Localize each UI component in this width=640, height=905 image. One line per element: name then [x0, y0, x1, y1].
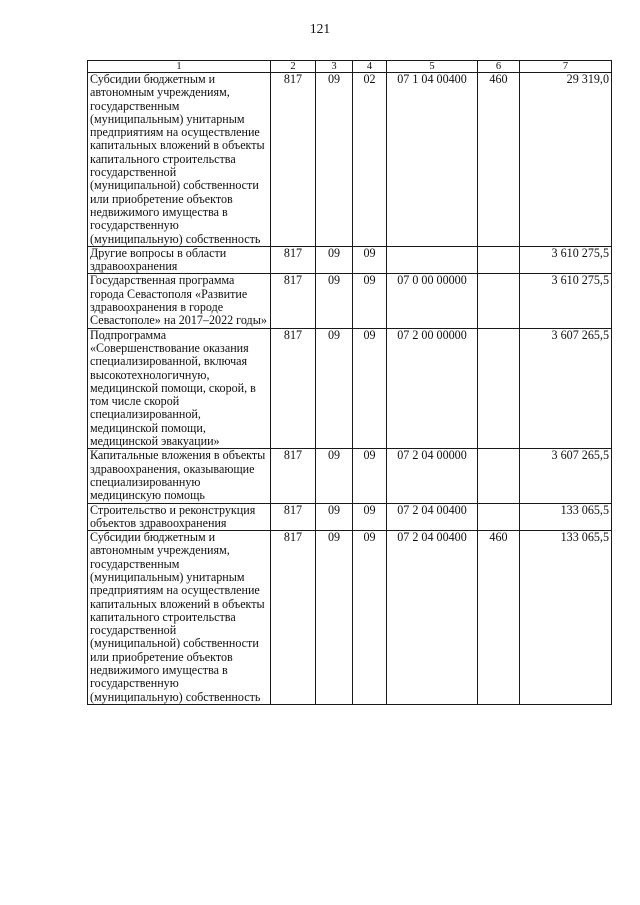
row-expense-type: [478, 328, 520, 449]
row-target-code: 07 2 04 00400: [387, 531, 478, 705]
row-section: 09: [316, 503, 353, 531]
row-expense-type: 460: [478, 531, 520, 705]
row-section: 09: [316, 328, 353, 449]
row-name: Строительство и реконструкция объектов здравоохранения: [88, 503, 271, 531]
row-expense-type: 460: [478, 73, 520, 247]
header-cell-4: 4: [353, 61, 387, 73]
header-row: [88, 61, 612, 73]
row-sum: 3 610 275,5: [520, 274, 612, 328]
row-subsection: 09: [353, 531, 387, 705]
page-number: 121: [309, 21, 331, 36]
row-target-code: 07 2 00 00000: [387, 328, 478, 449]
table-row: [88, 274, 612, 328]
row-grbs: 817: [271, 73, 316, 247]
header-cell-6: 6: [478, 61, 520, 73]
row-target-code: [387, 246, 478, 274]
row-name: Другие вопросы в области здравоохранения: [88, 246, 271, 274]
row-name: Капитальные вложения в объекты здравоохранения, оказывающие специализированную медицинскую помощь: [88, 449, 271, 503]
table-row: [88, 449, 612, 503]
row-name: Субсидии бюджетным и автономным учреждениям, государственным (муниципальным) унитарным предприятиям на осуществление капитальных вложений в объекты капитального строительства государственной (муниципальной) собственности или приобретение объектов недвижимого имущества в государственную (муниципальную) собственность: [88, 531, 271, 705]
row-grbs: 817: [271, 246, 316, 274]
header-cell-5: 5: [387, 61, 478, 73]
table-row: [88, 73, 612, 247]
row-section: 09: [316, 449, 353, 503]
budget-table: [87, 60, 612, 705]
row-target-code: 07 0 00 00000: [387, 274, 478, 328]
row-section: 09: [316, 73, 353, 247]
row-name: Подпрограмма «Совершенствование оказания специализированной, включая высокотехнологичную, медицинской помощи, скорой, в том числе скорой специализированной, медицинской помощи, медицинской эвакуации»: [88, 328, 271, 449]
row-expense-type: [478, 274, 520, 328]
header-cell-7: 7: [520, 61, 612, 73]
table-row: [88, 246, 612, 274]
header-cell-2: 2: [271, 61, 316, 73]
row-grbs: 817: [271, 503, 316, 531]
header-cell-1: 1: [88, 61, 271, 73]
row-section: 09: [316, 274, 353, 328]
table-row: [88, 328, 612, 449]
row-name: Субсидии бюджетным и автономным учреждениям, государственным (муниципальным) унитарным предприятиям на осуществление капитальных вложений в объекты капитального строительства государственной (муниципальной) собственности или приобретение объектов недвижимого имущества в государственную (муниципальную) собственность: [88, 73, 271, 247]
row-subsection: 09: [353, 328, 387, 449]
row-sum: 3 607 265,5: [520, 328, 612, 449]
row-grbs: 817: [271, 531, 316, 705]
row-target-code: 07 2 04 00400: [387, 503, 478, 531]
row-subsection: 09: [353, 274, 387, 328]
row-grbs: 817: [271, 274, 316, 328]
row-sum: 133 065,5: [520, 503, 612, 531]
row-expense-type: [478, 246, 520, 274]
row-grbs: 817: [271, 449, 316, 503]
row-target-code: 07 2 04 00000: [387, 449, 478, 503]
row-subsection: 09: [353, 246, 387, 274]
table-row: [88, 503, 612, 531]
row-sum: 29 319,0: [520, 73, 612, 247]
row-sum: 3 610 275,5: [520, 246, 612, 274]
row-grbs: 817: [271, 328, 316, 449]
row-subsection: 09: [353, 503, 387, 531]
row-target-code: 07 1 04 00400: [387, 73, 478, 247]
row-expense-type: [478, 449, 520, 503]
row-subsection: 09: [353, 449, 387, 503]
table-row: [88, 531, 612, 705]
row-subsection: 02: [353, 73, 387, 247]
header-cell-3: 3: [316, 61, 353, 73]
row-expense-type: [478, 503, 520, 531]
row-section: 09: [316, 531, 353, 705]
row-sum: 133 065,5: [520, 531, 612, 705]
row-sum: 3 607 265,5: [520, 449, 612, 503]
row-section: 09: [316, 246, 353, 274]
row-name: Государственная программа города Севастополя «Развитие здравоохранения в городе Севастополе» на 2017–2022 годы»: [88, 274, 271, 328]
